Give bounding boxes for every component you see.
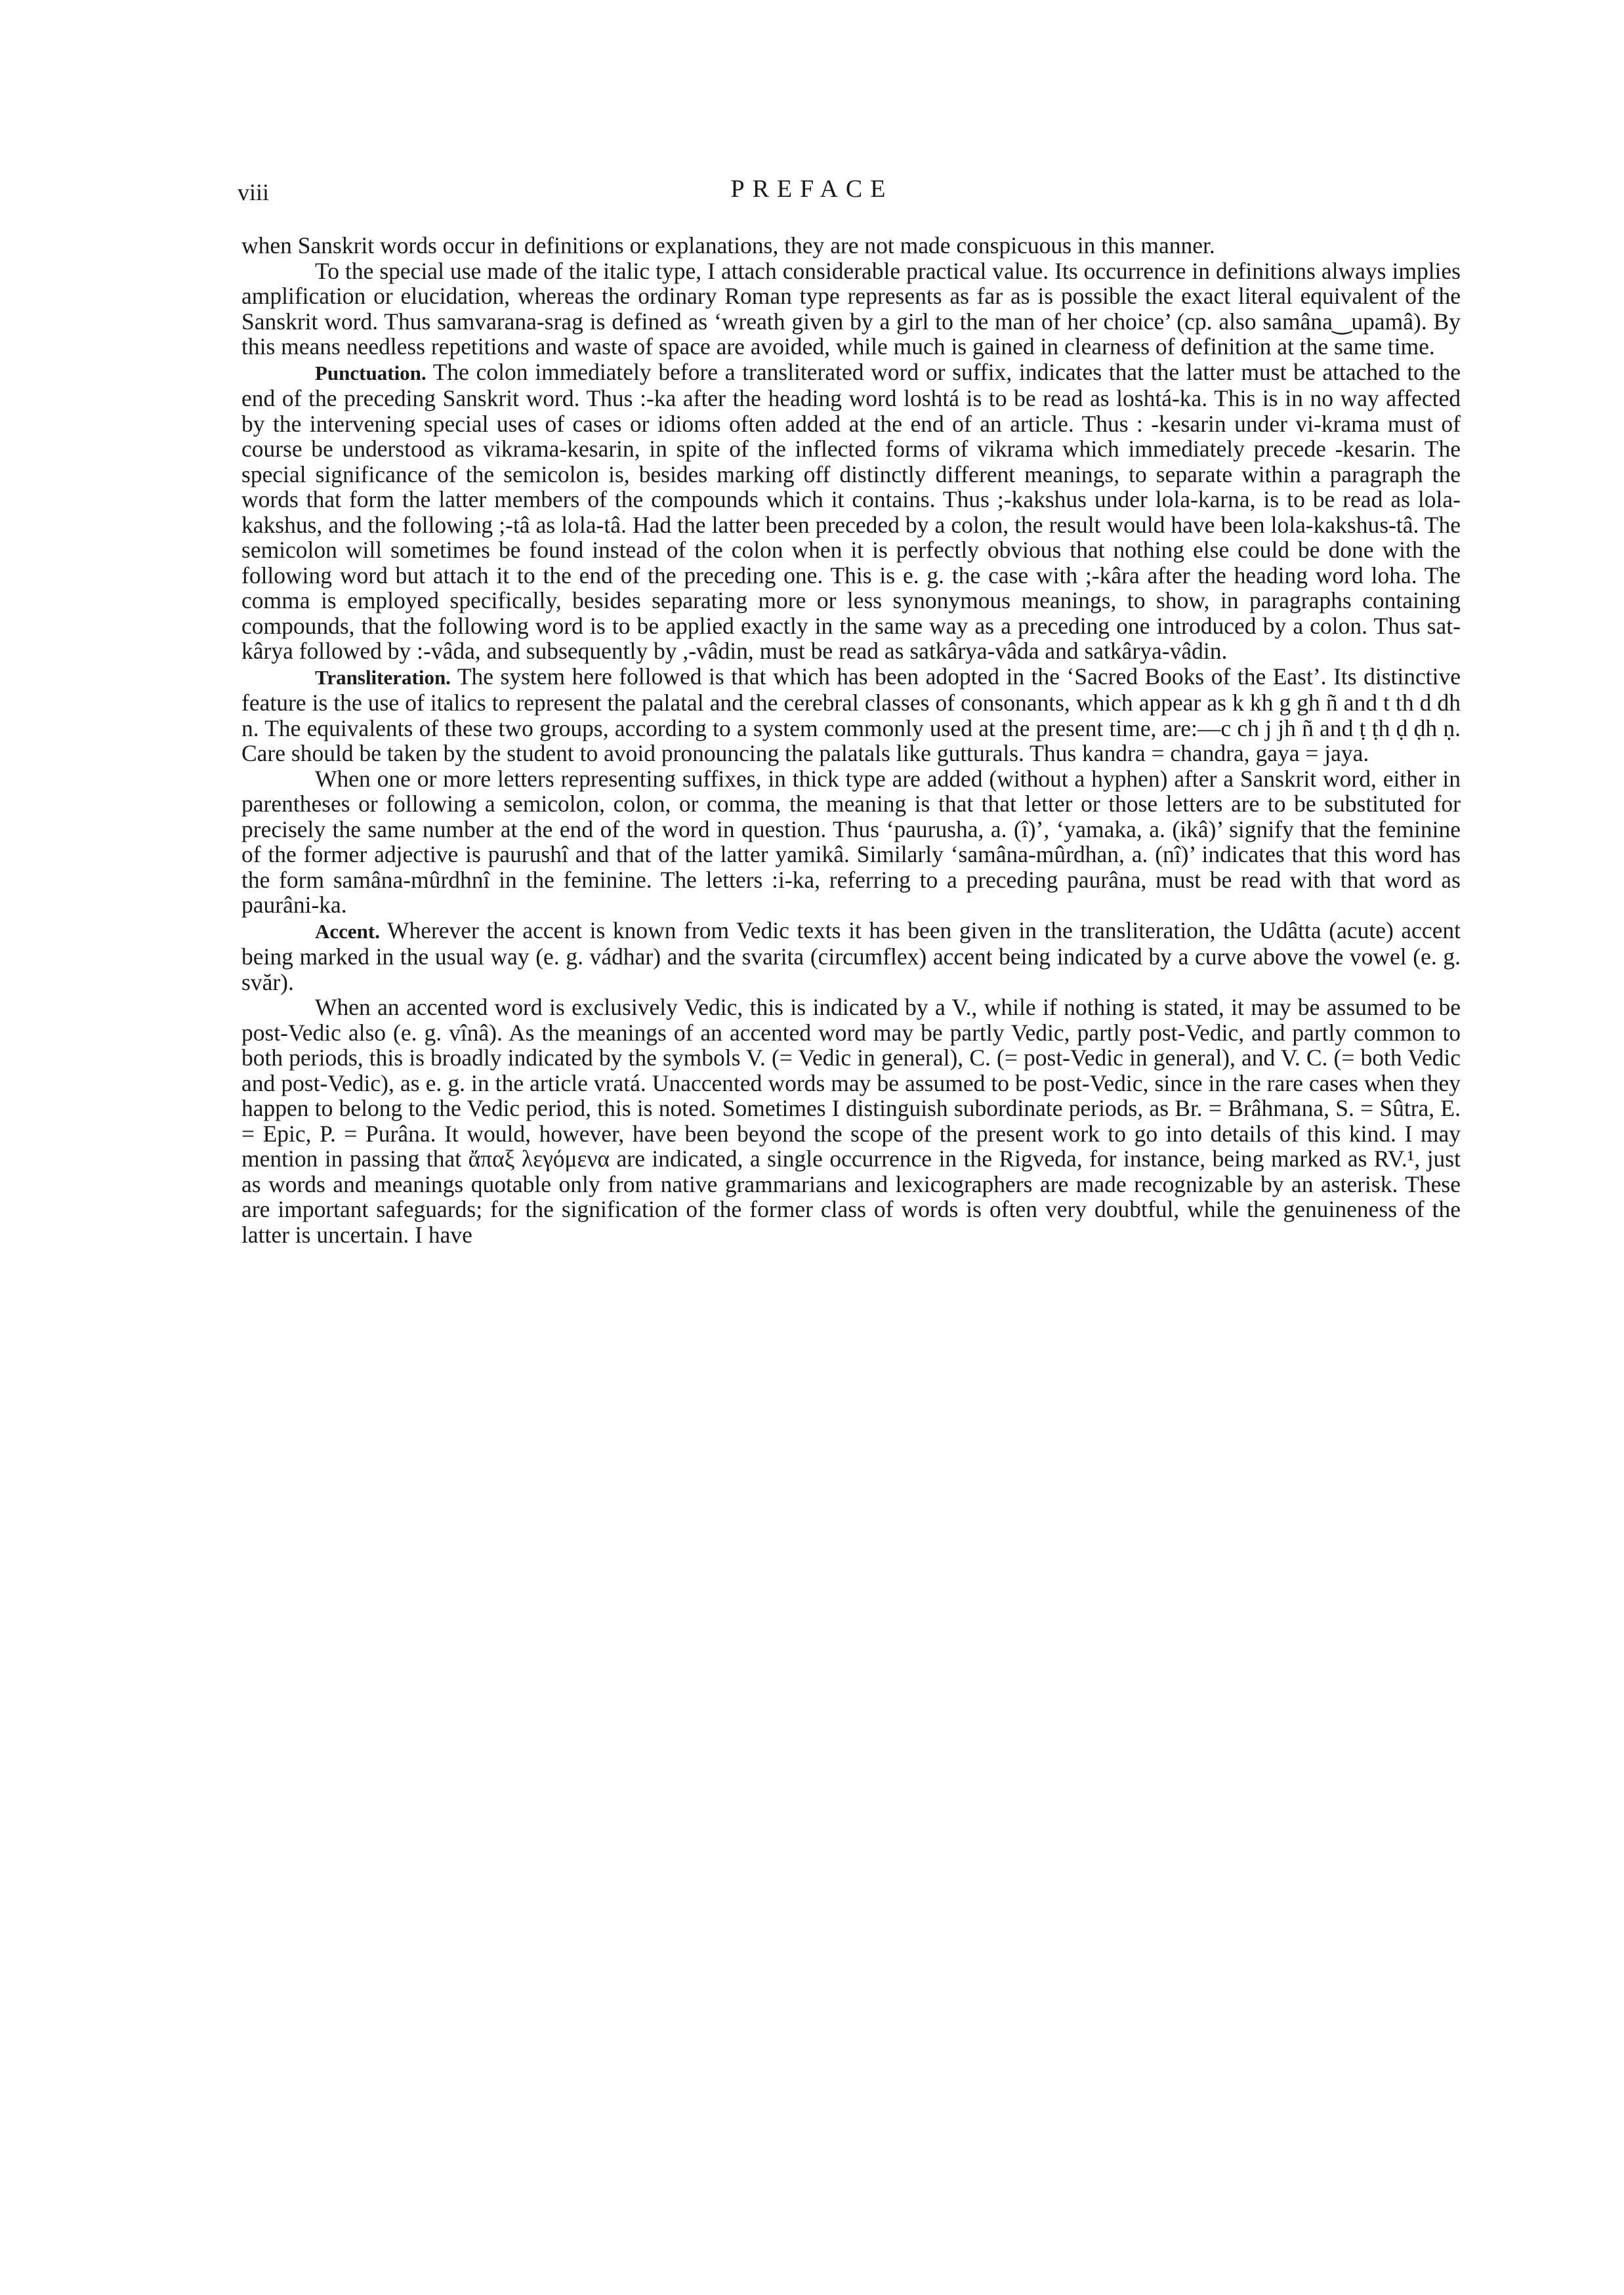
section-heading-transliteration: Transliteration. bbox=[315, 665, 451, 689]
paragraph-vedic bbox=[241, 995, 1461, 1247]
page-number: viii bbox=[238, 179, 270, 205]
paragraph-text: To the special use made of the italic type, I attach considerable practical value. Its occurrence in definitions always implies amplification or elucidation, whereas the ordinary Roman type represents as far as is possible the exact literal equivalent of the Sanskrit word. Thus samvarana-srag is defined as ‘wreath given by a girl to the man of her choice’ (cp. also samâna‿upamâ). By this means needless repetitions and waste of space are avoided, while much is gained in clearness of definition at the same time. bbox=[241, 257, 1461, 360]
paragraph-text: The system here followed is that which has been adopted in the ‘Sacred Books of the East’. Its distinctive feature is the use of italics to represent the palatal and the cerebral classes of consonants, which appear as k kh g gh ñ and t th d dh n. The equivalents of these two groups, according to a system commonly used at the present time, are:—c ch j jh ñ and ṭ ṭh ḍ ḍh ṇ. Care should be taken by the student to avoid pronouncing the palatals like gutturals. Thus kandra = chandra, gaya = jaya. bbox=[241, 663, 1461, 766]
paragraph-text: The colon immediately before a transliterated word or suffix, indicates that the latter must be attached to the end of the preceding Sanskrit word. Thus :-ka after the heading word loshtá is to be read as loshtá-ka. This is in no way affected by the intervening special uses of cases or idioms often added at the end of an article. Thus : -kesarin under vi-krama must of course be understood as vikrama-kesarin, in spite of the inflected forms of vikrama which immediately precede -kesarin. The special significance of the semicolon is, besides marking off distinctly different meanings, to separate within a paragraph the words that form the latter members of the compounds which it contains. Thus ;-kakshus under lola-karna, is to be read as lola-kakshus, and the following ;-tâ as lola-tâ. Had the latter been preceded by a colon, the result would have been lola-kakshus-tâ. The semicolon will sometimes be found instead of the colon when it is perfectly obvious that nothing else could be done with the following word but attach it to the end of the preceding one. This is e. g. the case with ;-kâra after the heading word loha. The comma is employed specifically, besides separating more or less synonymous meanings, to show, in paragraphs containing compounds, that the following word is to be applied exactly in the same way as a preceding one introduced by a colon. Thus sat-kârya followed by :-vâda, and subsequently by ,-vâdin, must be read as satkârya-vâda and satkârya-vâdin. bbox=[241, 358, 1461, 664]
paragraph-text: when Sanskrit words occur in definitions or explanations, they are not made conspicuous in this manner. bbox=[241, 232, 1215, 258]
paragraph-italic-type bbox=[241, 258, 1461, 360]
section-heading-accent: Accent. bbox=[315, 919, 380, 943]
paragraph-punctuation bbox=[241, 360, 1461, 664]
paragraph-suffixes bbox=[241, 766, 1461, 918]
running-title: PREFACE bbox=[730, 175, 894, 203]
paragraph-text: Wherever the accent is known from Vedic texts it has been given in the transliteration, the Udâtta (acute) accent being marked in the usual way (e. g. vádhar) and the svarita (circumflex) accent being indicated by a curve above the vowel (e. g. svăr). bbox=[241, 917, 1461, 995]
body-text bbox=[241, 233, 1461, 1247]
paragraph-accent bbox=[241, 918, 1461, 995]
paragraph-text: When an accented word is exclusively Vedic, this is indicated by a V., while if nothing is stated, it may be assumed to be post-Vedic also (e. g. vînâ). As the meanings of an accented word may be partly Vedic, partly post-Vedic, and partly common to both periods, this is broadly indicated by the symbols V. (= Vedic in general), C. (= post-Vedic in general), and V. C. (= both Vedic and post-Vedic), as e. g. in the article vratá. Unaccented words may be assumed to be post-Vedic, since in the rare cases when they happen to belong to the Vedic period, this is noted. Sometimes I distinguish subordinate periods, as Br. = Brâhmana, S. = Sûtra, E. = Epic, P. = Purâna. It would, however, have been beyond the scope of the present work to go into details of this kind. I may mention in passing that ἄπαξ λεγόμενα are indicated, a single occurrence in the Rigveda, for instance, being marked as RV.¹, just as words and meanings quotable only from native grammarians and lexicographers are made recognizable by an asterisk. These are important safeguards; for the signification of the former class of words is often very doubtful, while the genuineness of the latter is uncertain. I have bbox=[241, 994, 1461, 1248]
paragraph-continuation bbox=[241, 233, 1461, 258]
section-heading-punctuation: Punctuation. bbox=[315, 361, 427, 384]
paragraph-text: When one or more letters representing suffixes, in thick type are added (without a hyphen) after a Sanskrit word, either in parentheses or following a semicolon, colon, or comma, the meaning is that that letter or those letters are to be substituted for precisely the same number at the end of the word in question. Thus ‘paurusha, a. (î)’, ‘yamaka, a. (ikâ)’ signify that the feminine of the former adjective is paurushî and that of the latter yamikâ. Similarly ‘samâna-mûrdhan, a. (nî)’ indicates that this word has the form samâna-mûrdhnî in the feminine. The letters :i-ka, referring to a preceding paurâna, must be read with that word as paurâni-ka. bbox=[241, 765, 1461, 918]
paragraph-transliteration bbox=[241, 664, 1461, 766]
